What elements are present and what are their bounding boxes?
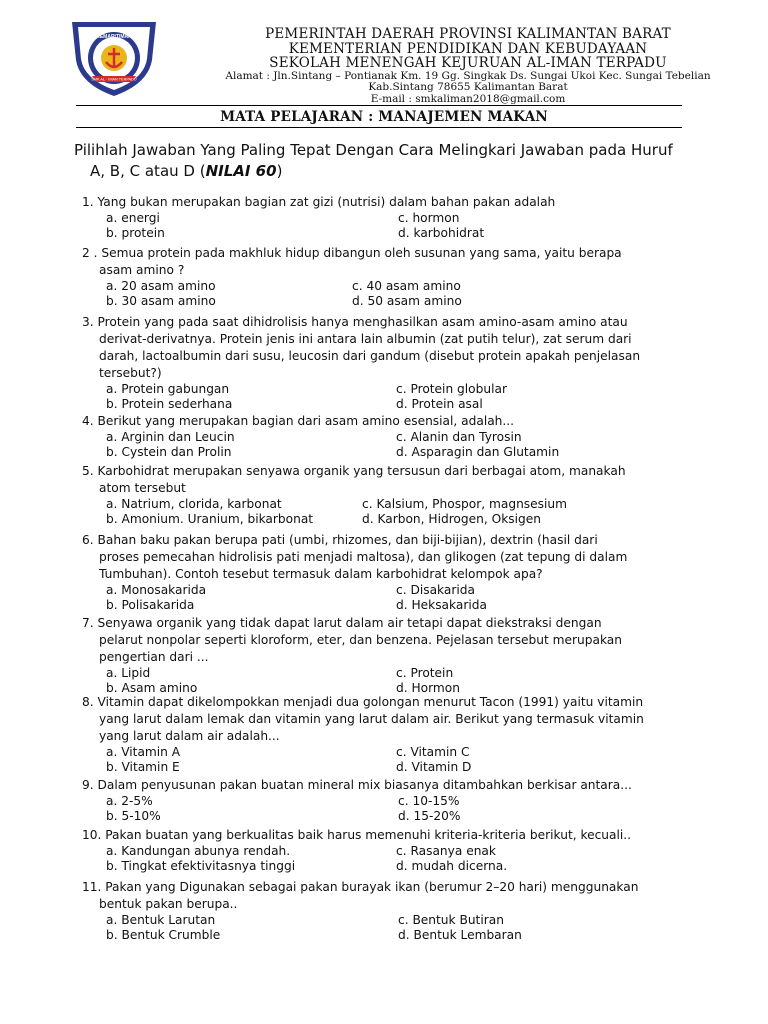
answer-option-a[interactable]: a. Vitamin A	[106, 745, 181, 759]
answer-option-c[interactable]: c. 40 asam amino	[352, 279, 461, 293]
answer-option-a[interactable]: a. Lipid	[106, 666, 151, 680]
answer-option-d[interactable]: d. 50 asam amino	[352, 294, 462, 308]
question-text: 7. Senyawa organik yang tidak dapat larut dalam air tetapi dapat diekstraksi dengan	[82, 616, 602, 630]
question-10	[82, 827, 682, 874]
answer-option-c[interactable]: c. Rasanya enak	[396, 844, 496, 858]
letterhead-school-name: SEKOLAH MENENGAH KEJURUAN AL-IMAN TERPADU	[269, 55, 667, 71]
question-text-continued: tersebut?)	[99, 366, 162, 380]
question-7	[82, 615, 682, 696]
option-row	[82, 666, 682, 681]
question-text-continued: darah, lactoalbumin dari susu, leucosin dari gandum (disebut protein apakah penjelasan	[99, 349, 641, 363]
option-row	[82, 430, 682, 445]
question-text: 8. Vitamin dapat dikelompokkan menjadi dua golongan menurut Tacon (1991) yaitu vitamin	[82, 695, 644, 709]
logo-text-top: KEMARITIMAN	[96, 34, 132, 40]
answer-option-d[interactable]: d. 15-20%	[398, 809, 461, 823]
answer-option-b[interactable]: b. 30 asam amino	[106, 294, 216, 308]
question-text-continued: pelarut nonpolar seperti kloroform, eter, dan benzena. Pejelasan tersebut merupakan	[99, 633, 623, 647]
subject-title: MATA PELAJARAN : MANAJEMEN MAKAN	[220, 109, 548, 125]
option-row	[82, 512, 682, 527]
instructions-line2	[74, 161, 694, 182]
question-11	[82, 879, 682, 943]
answer-option-a[interactable]: a. Bentuk Larutan	[106, 913, 216, 927]
option-row	[82, 397, 682, 412]
question-text: 9. Dalam penyusunan pakan buatan mineral mix biasanya ditambahkan berkisar antara...	[82, 778, 632, 792]
header-divider-bottom	[76, 127, 682, 128]
question-text: 11. Pakan yang Digunakan sebagai pakan burayak ikan (berumur 2–20 hari) menggunakan	[82, 880, 639, 894]
answer-option-c[interactable]: c. Disakarida	[396, 583, 475, 597]
option-row	[82, 844, 682, 859]
instructions	[74, 140, 694, 182]
question-text: 6. Bahan baku pakan berupa pati (umbi, rhizomes, dan biji-bijian), dextrin (hasil dari	[82, 533, 598, 547]
answer-option-a[interactable]: a. energi	[106, 211, 160, 225]
option-row	[82, 598, 682, 613]
instructions-line1: Pilihlah Jawaban Yang Paling Tepat Dengan Cara Melingkari Jawaban pada Huruf	[74, 141, 673, 159]
option-row	[82, 760, 682, 775]
question-text-continued: proses pemecahan hidrolisis pati menjadi maltosa), dan glikogen (zat tepung di dalam	[99, 550, 628, 564]
question-2	[82, 245, 682, 309]
answer-option-a[interactable]: a. 2-5%	[106, 794, 153, 808]
answer-option-a[interactable]: a. Monosakarida	[106, 583, 207, 597]
instructions-suffix: )	[276, 162, 283, 180]
question-text-continued: Tumbuhan). Contoh tesebut termasuk dalam karbohidrat kelompok apa?	[99, 567, 543, 581]
answer-option-b[interactable]: b. Amonium. Uranium, bikarbonat	[106, 512, 314, 526]
instructions-prefix: A, B, C atau D (	[90, 162, 206, 180]
question-8	[82, 694, 682, 775]
answer-option-a[interactable]: a. Arginin dan Leucin	[106, 430, 235, 444]
answer-option-c[interactable]: c. 10-15%	[398, 794, 460, 808]
question-text: 2 . Semua protein pada makhluk hidup dibangun oleh susunan yang sama, yaitu berapa	[82, 246, 622, 260]
answer-option-d[interactable]: d. Heksakarida	[396, 598, 487, 612]
answer-option-a[interactable]: a. Natrium, clorida, karbonat	[106, 497, 282, 511]
question-text: 1. Yang bukan merupakan bagian zat gizi (nutrisi) dalam bahan pakan adalah	[82, 195, 556, 209]
question-3	[82, 314, 682, 412]
question-9	[82, 777, 682, 824]
question-text: 10. Pakan buatan yang berkualitas baik harus memenuhi kriteria-kriteria berikut, kecuali..	[82, 828, 632, 842]
option-row	[82, 211, 682, 226]
answer-option-b[interactable]: b. Bentuk Crumble	[106, 928, 221, 942]
answer-option-d[interactable]: d. Hormon	[396, 681, 460, 695]
option-row	[82, 809, 682, 824]
letterhead-city: Kab.Sintang 78655 Kalimantan Barat	[368, 81, 568, 93]
answer-option-b[interactable]: b. Asam amino	[106, 681, 198, 695]
question-text: 4. Berikut yang merupakan bagian dari asam amino esensial, adalah...	[82, 414, 515, 428]
answer-option-b[interactable]: b. Vitamin E	[106, 760, 180, 774]
question-text-continued: derivat-derivatnya. Protein jenis ini antara lain albumin (zat putih telur), zat serum dari	[99, 332, 632, 346]
answer-option-c[interactable]: c. Alanin dan Tyrosin	[396, 430, 522, 444]
letterhead-ministry: KEMENTERIAN PENDIDIKAN DAN KEBUDAYAAN	[288, 40, 648, 57]
option-row	[82, 497, 682, 512]
option-row	[82, 859, 682, 874]
answer-option-c[interactable]: c. Protein globular	[396, 382, 507, 396]
option-row	[82, 745, 682, 760]
question-text: 5. Karbohidrat merupakan senyawa organik yang tersusun dari berbagai atom, manakah	[82, 464, 626, 478]
question-text-continued: atom tersebut	[99, 481, 186, 495]
score-value: NILAI 60	[205, 162, 277, 180]
answer-option-a[interactable]: a. Protein gabungan	[106, 382, 230, 396]
option-row	[82, 913, 682, 928]
option-row	[82, 294, 682, 309]
letterhead-government: PEMERINTAH DAERAH PROVINSI KALIMANTAN BARAT	[265, 26, 671, 42]
answer-option-d[interactable]: d. mudah dicerna.	[396, 859, 508, 873]
option-row	[82, 382, 682, 397]
question-text-continued: yang larut dalam air adalah...	[99, 729, 280, 743]
answer-option-d[interactable]: d. Protein asal	[396, 397, 483, 411]
question-5	[82, 463, 682, 527]
option-row	[82, 928, 682, 943]
question-text-continued: yang larut dalam lemak dan vitamin yang larut dalam air. Berikut yang termasuk vitamin	[99, 712, 644, 726]
answer-option-b[interactable]: b. 5-10%	[106, 809, 161, 823]
answer-option-d[interactable]: d. karbohidrat	[398, 226, 485, 240]
answer-option-b[interactable]: b. protein	[106, 226, 165, 240]
answer-option-d[interactable]: d. Karbon, Hidrogen, Oksigen	[362, 512, 541, 526]
question-text-continued: asam amino ?	[99, 263, 185, 277]
answer-option-b[interactable]: b. Cystein dan Prolin	[106, 445, 232, 459]
answer-option-d[interactable]: d. Asparagin dan Glutamin	[396, 445, 560, 459]
question-text-continued: pengertian dari ...	[99, 650, 209, 664]
answer-option-d[interactable]: d. Vitamin D	[396, 760, 472, 774]
answer-option-a[interactable]: a. Kandungan abunya rendah.	[106, 844, 291, 858]
answer-option-c[interactable]: c. Kalsium, Phospor, magnsesium	[362, 497, 567, 511]
letterhead-email: E-mail : smkaliman2018@gmail.com	[370, 92, 566, 105]
question-4	[82, 413, 682, 460]
question-text: 3. Protein yang pada saat dihidrolisis hanya menghasilkan asam amino-asam amino atau	[82, 315, 628, 329]
answer-option-b[interactable]: b. Protein sederhana	[106, 397, 233, 411]
letterhead-address: Alamat : Jln.Sintang – Pontianak Km. 19 Gg. Singkak Ds. Sungai Ukoi Kec. Sungai Tebelian	[225, 69, 711, 82]
answer-option-c[interactable]: c. Bentuk Butiran	[398, 913, 504, 927]
answer-option-c[interactable]: c. Vitamin C	[396, 745, 470, 759]
question-6	[82, 532, 682, 613]
option-row	[82, 583, 682, 598]
letterhead	[0, 0, 768, 106]
answer-option-b[interactable]: b. Polisakarida	[106, 598, 195, 612]
answer-option-c[interactable]: c. Protein	[396, 666, 454, 680]
option-row	[82, 445, 682, 460]
answer-option-d[interactable]: d. Bentuk Lembaran	[398, 928, 522, 942]
letterhead-text	[168, 27, 768, 105]
option-row	[82, 226, 682, 241]
school-logo	[68, 16, 160, 100]
question-1	[82, 194, 682, 241]
answer-option-c[interactable]: c. hormon	[398, 211, 460, 225]
answer-option-a[interactable]: a. 20 asam amino	[106, 279, 216, 293]
logo-text-bottom: SMK AL - IMAN TERPADU	[91, 77, 137, 82]
option-row	[82, 279, 682, 294]
option-row	[82, 794, 682, 809]
header-divider-top	[76, 105, 682, 106]
answer-option-b[interactable]: b. Tingkat efektivitasnya tinggi	[106, 859, 296, 873]
question-text-continued: bentuk pakan berupa..	[99, 897, 238, 911]
